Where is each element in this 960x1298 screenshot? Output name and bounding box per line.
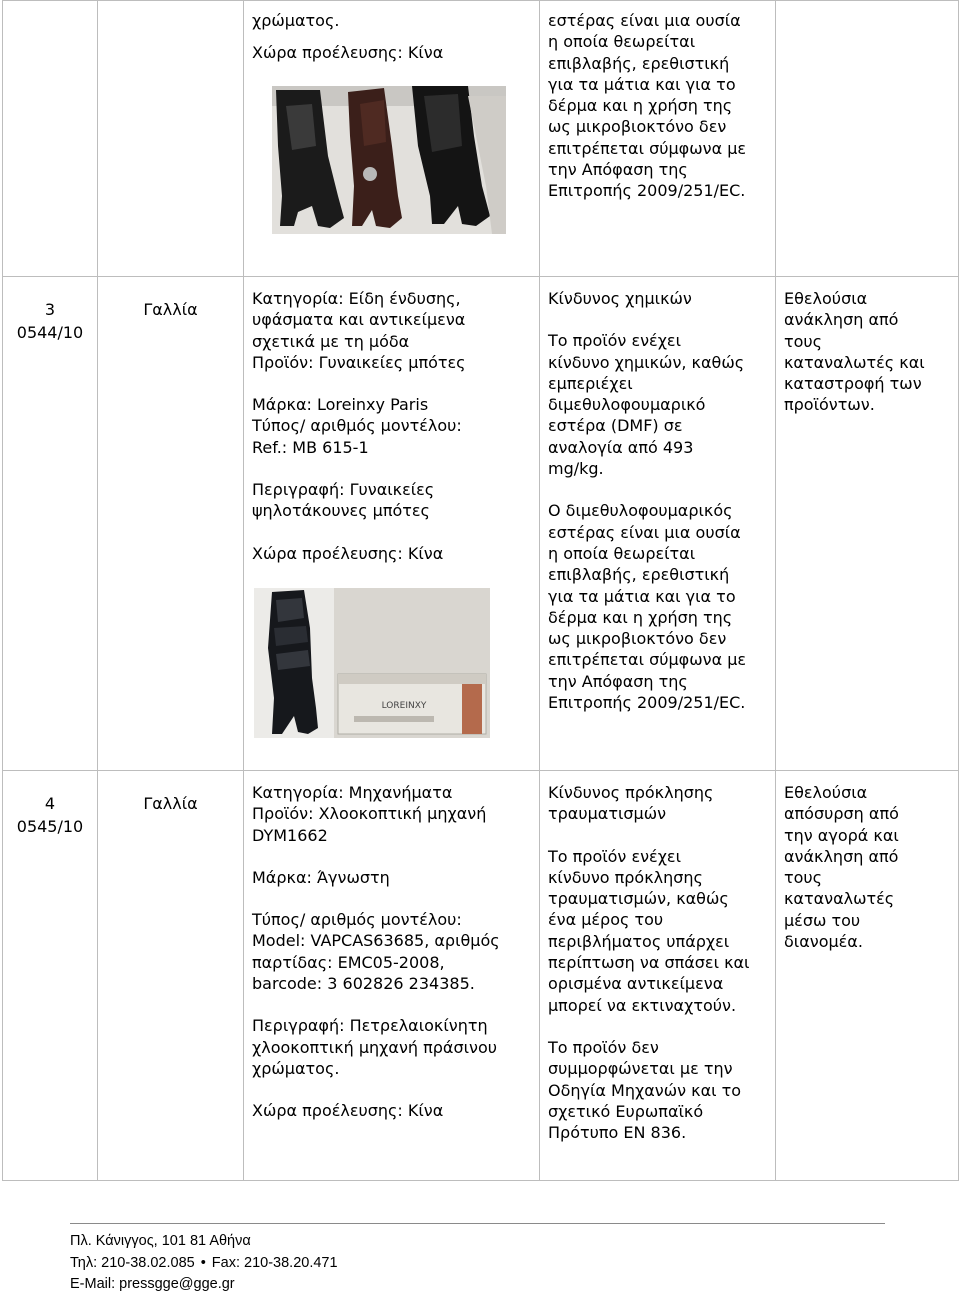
origin: Χώρα προέλευσης: Κίνα bbox=[252, 1101, 444, 1121]
text-line: για τα μάτια και για το bbox=[548, 586, 736, 606]
measure-line: ανάκληση από bbox=[784, 310, 899, 330]
text-line: ένα μέρος του bbox=[548, 910, 664, 930]
measure-line: καταστροφή των bbox=[784, 374, 922, 394]
measures-cell bbox=[776, 277, 959, 771]
footer bbox=[70, 1231, 338, 1296]
country-cell bbox=[98, 277, 244, 771]
description: χλοοκοπτική μηχανή πράσινου bbox=[252, 1037, 497, 1057]
product: Προϊόν: Χλοοκοπτική μηχανή bbox=[252, 804, 487, 824]
text-line: επιβλαβής, ερεθιστική bbox=[548, 53, 730, 73]
origin-text: Χώρα προέλευσης: Κίνα bbox=[252, 43, 444, 63]
measure-line: τους bbox=[784, 868, 823, 888]
measure-line: Εθελούσια bbox=[784, 783, 868, 802]
measure-line: διανομέα. bbox=[784, 932, 863, 952]
risk-title: Κίνδυνος πρόκλησης bbox=[548, 783, 714, 802]
description: χρώματος. bbox=[252, 1058, 340, 1078]
entry-ref: 0544/10 bbox=[16, 323, 84, 343]
model: Ref.: MB 615-1 bbox=[252, 437, 369, 457]
text-line: εμπεριέχει bbox=[548, 373, 633, 393]
entry-ref: 0545/10 bbox=[16, 817, 84, 837]
risk-cell bbox=[540, 277, 776, 771]
measure-line: προϊόντων. bbox=[784, 395, 875, 415]
number-cell bbox=[3, 277, 98, 771]
thigh-boot-photo bbox=[254, 588, 490, 738]
risk-title: Κίνδυνος χημικών bbox=[548, 289, 692, 308]
text-line: Το προϊόν δεν bbox=[548, 1037, 659, 1057]
risk-title: τραυματισμών bbox=[548, 804, 667, 824]
boots-photo bbox=[272, 86, 506, 234]
text-line: δέρμα και η χρήση της bbox=[548, 96, 733, 116]
footer-divider bbox=[70, 1223, 885, 1224]
entry-number: 3 bbox=[44, 300, 56, 319]
table-row bbox=[3, 277, 959, 771]
category: Κατηγορία: Μηχανήματα bbox=[252, 783, 453, 802]
text-line: μπορεί να εκτιναχτούν. bbox=[548, 995, 737, 1015]
text-line: ορισμένα αντικείμενα bbox=[548, 974, 724, 994]
model: Model: VAPCAS63685, αριθμός bbox=[252, 931, 500, 951]
text-line: για τα μάτια και για το bbox=[548, 74, 736, 94]
text-line: κίνδυνο πρόκλησης bbox=[548, 867, 703, 887]
model: παρτίδας: EMC05-2008, bbox=[252, 952, 445, 972]
text-line: δέρμα και η χρήση της bbox=[548, 607, 733, 627]
measure-line: Εθελούσια bbox=[784, 289, 868, 308]
model: barcode: 3 602826 234385. bbox=[252, 974, 475, 994]
description-cell bbox=[244, 277, 540, 771]
text-line: Επιτροπής 2009/251/EC. bbox=[548, 181, 746, 201]
country: Γαλλία bbox=[143, 794, 198, 813]
country-cell bbox=[98, 1, 244, 277]
footer-address: Πλ. Κάνιγγος, 101 81 Αθήνα bbox=[70, 1233, 251, 1249]
measure-line: μέσω του bbox=[784, 910, 861, 930]
footer-contact bbox=[70, 1253, 338, 1275]
description: Περιγραφή: Πετρελαιοκίνητη bbox=[252, 1016, 488, 1036]
description-cell bbox=[244, 1, 540, 277]
text-line: αναλογία από 493 bbox=[548, 437, 694, 457]
text-line: Το προϊόν ενέχει bbox=[548, 331, 681, 351]
description: Περιγραφή: Γυναικείες bbox=[252, 480, 435, 500]
measure-line: καταναλωτές bbox=[784, 889, 895, 909]
product: DYM1662 bbox=[252, 825, 328, 845]
brand: Μάρκα: Άγνωστη bbox=[252, 867, 390, 887]
entry-number: 4 bbox=[44, 794, 56, 813]
text-line: την Απόφαση της bbox=[548, 160, 688, 180]
description: ψηλοτάκουνες μπότες bbox=[252, 501, 430, 521]
risk-cell bbox=[540, 771, 776, 1181]
text-line: εστέρας είναι μια ουσία bbox=[548, 11, 741, 30]
measure-line: ανάκληση από bbox=[784, 846, 899, 866]
text-line: χρώματος. bbox=[252, 11, 340, 30]
text-line: η οποία θεωρείται bbox=[548, 32, 696, 52]
text-line: Επιτροπής 2009/251/EC. bbox=[548, 693, 746, 713]
text-line: επιτρέπεται σύμφωνα με bbox=[548, 138, 747, 158]
number-cell bbox=[3, 771, 98, 1181]
measures-cell bbox=[776, 1, 959, 277]
table-row bbox=[3, 771, 959, 1181]
text-line: η οποία θεωρείται bbox=[548, 543, 696, 563]
country: Γαλλία bbox=[143, 300, 198, 319]
category: υφάσματα και αντικείμενα bbox=[252, 310, 466, 330]
measures-cell bbox=[776, 771, 959, 1181]
product: Προϊόν: Γυναικείες μπότες bbox=[252, 352, 466, 372]
risk-cell bbox=[540, 1, 776, 277]
text-line: επιτρέπεται σύμφωνα με bbox=[548, 650, 747, 670]
text-line: την Απόφαση της bbox=[548, 671, 688, 691]
category: σχετικά με τη μόδα bbox=[252, 331, 410, 351]
text-line: Ο διμεθυλοφουμαρικός bbox=[548, 501, 733, 521]
footer-email[interactable]: E-Mail: pressgge@gge.gr bbox=[70, 1276, 235, 1292]
brand: Μάρκα: Loreinxy Paris bbox=[252, 395, 429, 415]
bullet-icon: • bbox=[200, 1254, 206, 1271]
number-cell bbox=[3, 1, 98, 277]
text-line: κίνδυνο χημικών, καθώς bbox=[548, 352, 745, 372]
model: Τύπος/ αριθμός μοντέλου: bbox=[252, 416, 462, 436]
measure-line: την αγορά και bbox=[784, 825, 899, 845]
country-cell bbox=[98, 771, 244, 1181]
table-row bbox=[3, 1, 959, 277]
footer-phone: Τηλ: 210-38.02.085 bbox=[70, 1254, 195, 1271]
text-line: περιβλήματος υπάρχει bbox=[548, 931, 730, 951]
text-line: ως μικροβιοκτόνο δεν bbox=[548, 117, 727, 137]
measure-line: τους bbox=[784, 331, 823, 351]
text-line: συμμορφώνεται με την bbox=[548, 1059, 733, 1079]
product-table bbox=[2, 0, 959, 1181]
text-line: ως μικροβιοκτόνο δεν bbox=[548, 629, 727, 649]
text-line: Το προϊόν ενέχει bbox=[548, 846, 681, 866]
box-label: LOREINXY bbox=[381, 700, 427, 711]
text-line: διμεθυλοφουμαρικό bbox=[548, 395, 706, 415]
category: Κατηγορία: Είδη ένδυσης, bbox=[252, 289, 461, 308]
text-line: εστέρας είναι μια ουσία bbox=[548, 522, 741, 542]
text-line: επιβλαβής, ερεθιστική bbox=[548, 565, 730, 585]
description-cell bbox=[244, 771, 540, 1181]
text-line: εστέρα (DMF) σε bbox=[548, 416, 683, 436]
text-line: σχετικό Ευρωπαϊκό bbox=[548, 1101, 704, 1121]
model: Τύπος/ αριθμός μοντέλου: bbox=[252, 910, 462, 930]
text-line: περίπτωση να σπάσει και bbox=[548, 953, 750, 973]
measure-line: απόσυρση από bbox=[784, 804, 899, 824]
text-line: Πρότυπο EN 836. bbox=[548, 1123, 687, 1143]
origin: Χώρα προέλευσης: Κίνα bbox=[252, 543, 444, 563]
text-line: mg/kg. bbox=[548, 459, 604, 479]
text-line: τραυματισμών, καθώς bbox=[548, 889, 729, 909]
text-line: Οδηγία Μηχανών και το bbox=[548, 1080, 742, 1100]
measure-line: καταναλωτές και bbox=[784, 352, 925, 372]
footer-fax: Fax: 210-38.20.471 bbox=[211, 1254, 338, 1271]
